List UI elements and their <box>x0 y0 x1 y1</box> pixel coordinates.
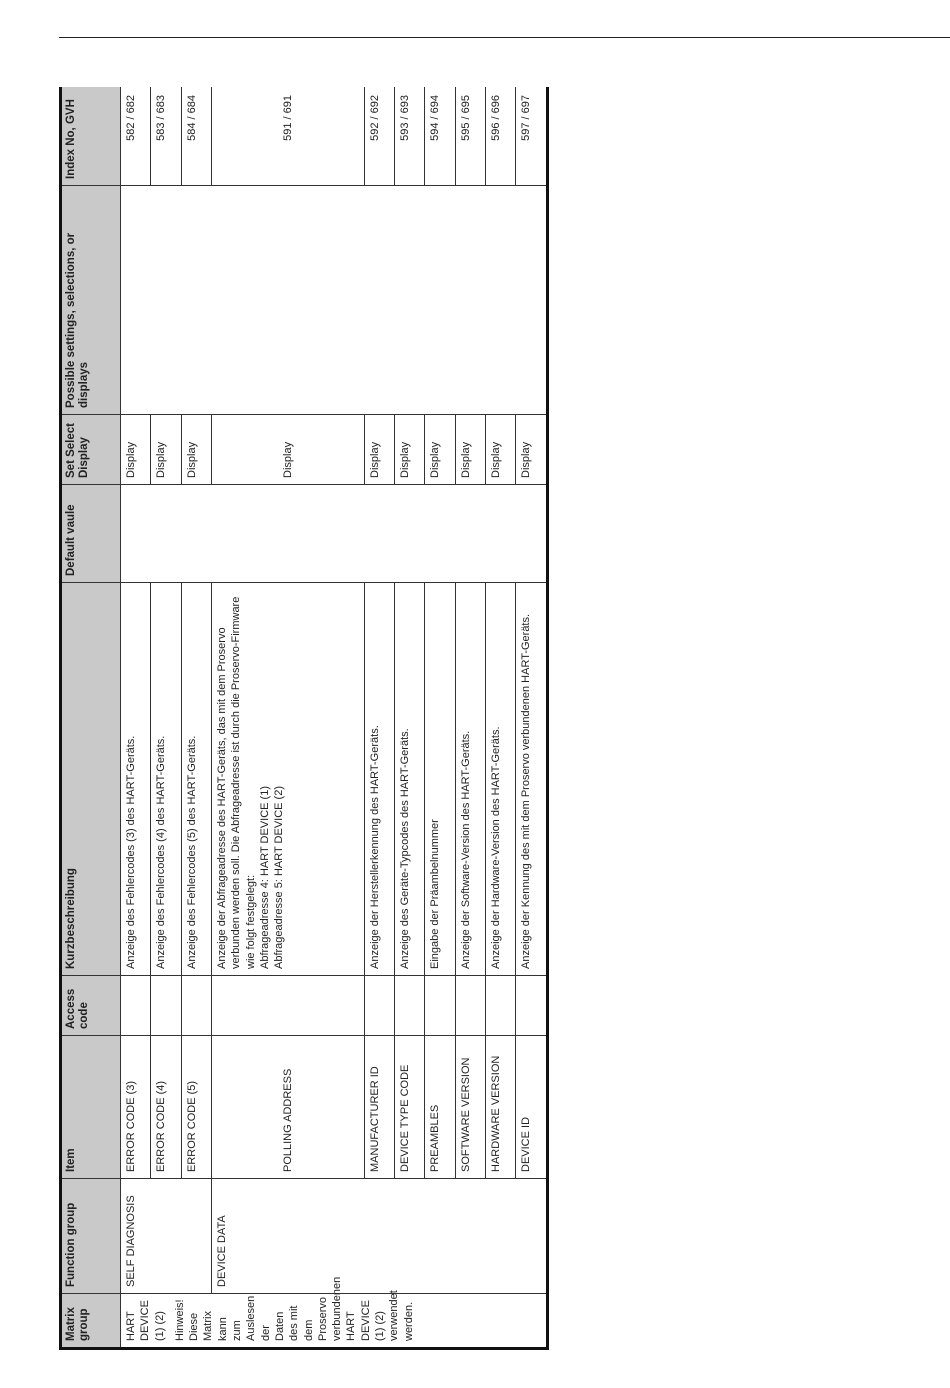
table-row <box>455 87 485 1349</box>
table-row <box>485 87 515 1349</box>
index-cell: 593 / 693 <box>394 87 424 186</box>
index-cell: 592 / 692 <box>364 87 394 186</box>
index-cell: 582 / 682 <box>121 87 151 186</box>
item-cell: POLLING ADDRESS <box>211 1036 364 1179</box>
description-cell <box>211 583 364 976</box>
rotated-table <box>59 87 549 1350</box>
access-code-cell <box>211 976 364 1036</box>
item-cell: DEVICE TYPE CODE <box>394 1036 424 1179</box>
mode-cell: Display <box>151 415 181 485</box>
item-cell: MANUFACTURER ID <box>364 1036 394 1179</box>
access-code-cell <box>455 976 485 1036</box>
index-cell: 584 / 684 <box>181 87 211 186</box>
description-cell: Eingabe der Präambelnummer <box>425 583 455 976</box>
mode-cell: Display <box>485 415 515 485</box>
item-cell: ERROR CODE (5) <box>181 1036 211 1179</box>
possible-settings-cell <box>394 186 424 415</box>
default-value-cell <box>181 485 211 583</box>
index-cell: 597 / 697 <box>516 87 548 186</box>
access-code-cell <box>394 976 424 1036</box>
top-rule <box>59 37 950 38</box>
polling-address-desc: Anzeige der Abfrageadresse des HART-Geräts, das mit dem Proservo verbunden werden soll. Die Abfrageadresse ist durch die Proservo-Firmware wie folgt festgelegt: <box>215 596 257 969</box>
default-value-cell <box>211 485 364 583</box>
index-cell: 591 / 691 <box>211 87 364 186</box>
item-cell: HARDWARE VERSION <box>485 1036 515 1179</box>
function-group-self-diagnosis: SELF DIAGNOSIS <box>121 1179 212 1294</box>
possible-settings-cell <box>485 186 515 415</box>
table-row <box>121 87 151 1349</box>
header-set-select-display: Set Select Display <box>61 415 121 485</box>
matrix-group-hint: Hinweis! Diese Matrix kann zum Auslesen der Daten des mit dem Proservo verbundenen HART DEVICE (1) (2) verwendet werden. <box>173 1276 415 1341</box>
rotated-table-container <box>59 87 549 1350</box>
mode-cell: Display <box>455 415 485 485</box>
table-row <box>181 87 211 1349</box>
mode-cell: Display <box>121 415 151 485</box>
table-row <box>364 87 394 1349</box>
function-group-device-data: DEVICE DATA <box>211 1179 547 1294</box>
table-row <box>151 87 181 1349</box>
header-possible-settings: Possible settings, selections, or displays <box>61 186 121 415</box>
mode-cell: Display <box>211 415 364 485</box>
polling-address-desc-line-3: Abfrageadresse 5: HART DEVICE (2) <box>273 785 286 969</box>
description-cell: Anzeige des Fehlercodes (4) des HART-Geräts. <box>151 583 181 976</box>
header-matrix-group: Matrix group <box>61 1294 121 1349</box>
table-row <box>425 87 455 1349</box>
description-cell: Anzeige der Hardware-Version des HART-Geräts. <box>485 583 515 976</box>
default-value-cell <box>364 485 394 583</box>
description-cell: Anzeige des Geräte-Typcodes des HART-Geräts. <box>394 583 424 976</box>
possible-settings-cell <box>455 186 485 415</box>
header-default-value: Default vaule <box>61 485 121 583</box>
access-code-cell <box>485 976 515 1036</box>
default-value-cell <box>485 485 515 583</box>
default-value-cell <box>121 485 151 583</box>
access-code-cell <box>516 976 548 1036</box>
item-cell: ERROR CODE (4) <box>151 1036 181 1179</box>
header-index-no: Index No, GVH <box>61 87 121 186</box>
default-value-cell <box>425 485 455 583</box>
default-value-cell <box>455 485 485 583</box>
item-cell: DEVICE ID <box>516 1036 548 1179</box>
mode-cell: Display <box>516 415 548 485</box>
table-header-row <box>61 87 121 1349</box>
item-cell: PREAMBLES <box>425 1036 455 1179</box>
index-cell: 594 / 694 <box>425 87 455 186</box>
possible-settings-cell <box>425 186 455 415</box>
header-function-group: Function group <box>61 1179 121 1294</box>
default-value-cell <box>516 485 548 583</box>
access-code-cell <box>121 976 151 1036</box>
default-value-cell <box>394 485 424 583</box>
header-item: Item <box>61 1036 121 1179</box>
description-cell: Anzeige des Fehlercodes (5) des HART-Geräts. <box>181 583 211 976</box>
description-cell: Anzeige der Herstellerkennung des HART-Geräts. <box>364 583 394 976</box>
matrix-group-name: HART DEVICE (1) (2) <box>125 1300 166 1341</box>
item-cell: ERROR CODE (3) <box>121 1036 151 1179</box>
possible-settings-cell <box>211 186 364 415</box>
mode-cell: Display <box>425 415 455 485</box>
access-code-cell <box>181 976 211 1036</box>
table-row <box>516 87 548 1349</box>
possible-settings-cell <box>181 186 211 415</box>
polling-address-desc-line-2: Abfrageadresse 4: HART DEVICE (1) <box>258 785 271 969</box>
description-cell: Anzeige der Software-Version des HART-Geräts. <box>455 583 485 976</box>
possible-settings-cell <box>121 186 151 415</box>
description-cell: Anzeige der Kennung des mit dem Proservo verbundenen HART-Geräts. <box>516 583 548 976</box>
description-cell: Anzeige des Fehlercodes (3) des HART-Geräts. <box>121 583 151 976</box>
item-cell: SOFTWARE VERSION <box>455 1036 485 1179</box>
possible-settings-cell <box>364 186 394 415</box>
index-cell: 595 / 695 <box>455 87 485 186</box>
access-code-cell <box>364 976 394 1036</box>
header-access-code: Access code <box>61 976 121 1036</box>
table-row <box>394 87 424 1349</box>
mode-cell: Display <box>394 415 424 485</box>
mode-cell: Display <box>364 415 394 485</box>
hart-device-matrix-table <box>59 87 549 1350</box>
access-code-cell <box>151 976 181 1036</box>
possible-settings-cell <box>516 186 548 415</box>
default-value-cell <box>151 485 181 583</box>
header-kurzbeschreibung: Kurzbeschreibung <box>61 583 121 976</box>
matrix-group-cell <box>121 1276 548 1349</box>
mode-cell: Display <box>181 415 211 485</box>
table-row <box>211 87 364 1349</box>
index-cell: 596 / 696 <box>485 87 515 186</box>
possible-settings-cell <box>151 186 181 415</box>
access-code-cell <box>425 976 455 1036</box>
index-cell: 583 / 683 <box>151 87 181 186</box>
